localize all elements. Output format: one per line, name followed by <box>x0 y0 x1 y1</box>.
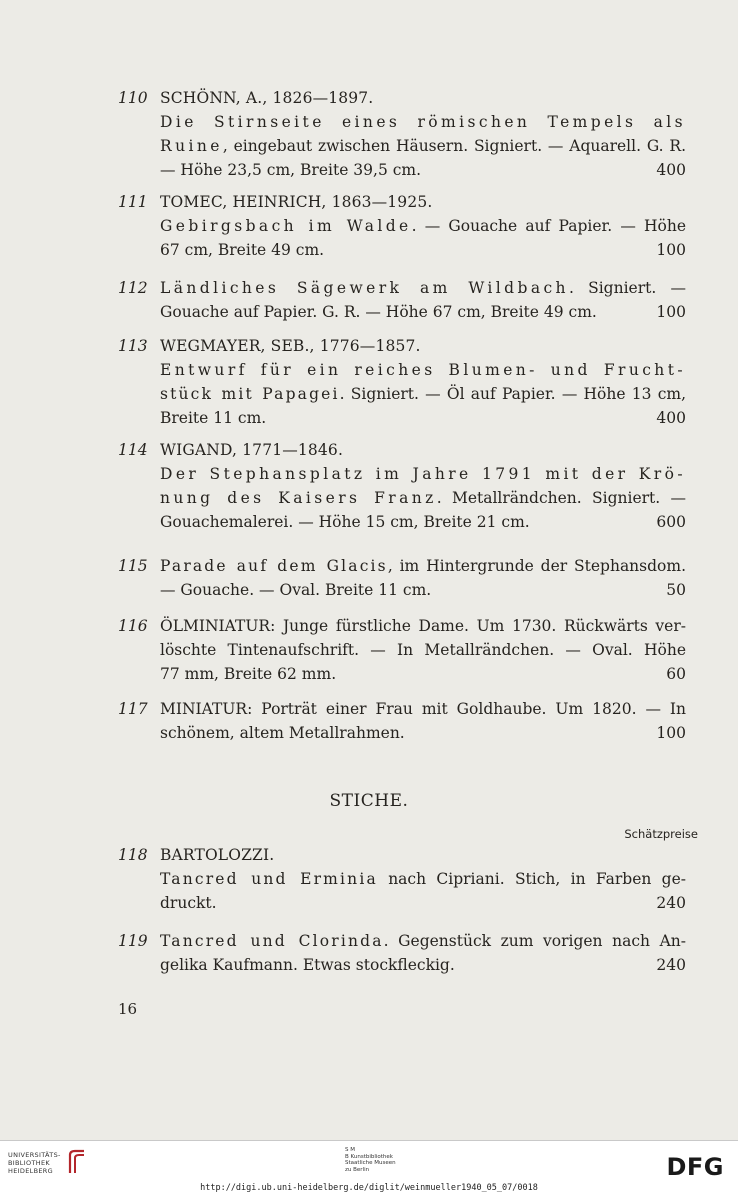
catalog-entry-116 <box>118 614 686 686</box>
price: 400 <box>656 161 686 179</box>
catalog-entry-113 <box>118 334 686 430</box>
entry-line: Parade auf dem Glacis, im Hintergrunde der Stephansdom. <box>160 557 686 575</box>
entry-line: gelika Kaufmann. Etwas stockfleckig. 240 <box>160 953 686 977</box>
entry-line: Ländliches Sägewerk am Wildbach. Signiert. — <box>160 279 687 297</box>
catalog-entry-118 <box>118 843 686 915</box>
entry-line: ÖLMINIATUR: Junge fürstliche Dame. Um 1730. Rückwärts ver- <box>160 617 686 635</box>
entry-line: MINIATUR: Porträt einer Frau mit Goldhaube. Um 1820. — In <box>160 700 686 718</box>
price: 400 <box>656 409 686 427</box>
section-title: STICHE. <box>329 791 409 811</box>
entry-line: nung des Kaisers Franz. Metallrändchen. Signiert. — <box>160 489 686 507</box>
catalog-entry-119 <box>118 929 686 977</box>
price: 100 <box>656 724 686 742</box>
entry-number: 118 <box>118 846 148 864</box>
entry-number: 110 <box>118 89 148 107</box>
catalog-entry-110 <box>118 86 686 182</box>
entry-line: stück mit Papagei. Signiert. — Öl auf Papier. — Höhe 13 cm, <box>160 385 686 403</box>
entry-number: 113 <box>118 337 148 355</box>
price: 240 <box>656 894 686 912</box>
heidelberg-logo-icon <box>66 1149 88 1175</box>
entry-number: 111 <box>118 193 148 211</box>
catalog-entry-114 <box>118 438 686 534</box>
entry-line: Gouachemalerei. — Höhe 15 cm, Breite 21 cm. 600 <box>160 510 686 534</box>
price: 60 <box>666 665 686 683</box>
entry-line: 77 mm, Breite 62 mm. 60 <box>160 662 686 686</box>
catalog-entry-111 <box>118 190 686 262</box>
artist-heading: SCHÖNN, A., 1826—1897. <box>160 89 374 107</box>
entry-number: 115 <box>118 557 148 575</box>
entry-line: Der Stephansplatz im Jahre 1791 mit der Krö- <box>160 465 686 483</box>
smb-logo[interactable]: S M B Kunstbibliothek Staatliche Museen zu Berlin <box>345 1147 396 1173</box>
entry-line: Gouache auf Papier. G. R. — Höhe 67 cm, Breite 49 cm. 100 <box>160 300 686 324</box>
entry-line: druckt. 240 <box>160 891 686 915</box>
artist-heading: WIGAND, 1771—1846. <box>160 441 344 459</box>
price: 600 <box>656 513 686 531</box>
price: 240 <box>656 956 686 974</box>
artist-heading: BARTOLOZZI. <box>160 846 275 864</box>
entry-line: löschte Tintenaufschrift. — In Metallrändchen. — Oval. Höhe <box>160 641 686 659</box>
dfg-logo[interactable]: DFG <box>666 1153 724 1181</box>
entry-number: 114 <box>118 441 148 459</box>
artist-heading: TOMEC, HEINRICH, 1863—1925. <box>160 193 433 211</box>
entry-line: Tancred und Erminia nach Cipriani. Stich, in Farben ge- <box>160 870 687 888</box>
estimate-label: Schätzpreise <box>624 827 698 841</box>
entry-line: — Höhe 23,5 cm, Breite 39,5 cm. 400 <box>160 158 686 182</box>
price: 50 <box>666 581 686 599</box>
entry-line: Gebirgsbach im Walde. — Gouache auf Papier. — Höhe <box>160 217 687 235</box>
entry-number: 116 <box>118 617 148 635</box>
entry-line: Ruine, eingebaut zwischen Häusern. Signiert. — Aquarell. G. R. <box>160 137 686 155</box>
entry-number: 112 <box>118 279 148 297</box>
price: 100 <box>656 303 686 321</box>
catalog-entry-117 <box>118 697 686 745</box>
entry-line: schönem, altem Metallrahmen. 100 <box>160 721 686 745</box>
permalink-url[interactable]: http://digi.ub.uni-heidelberg.de/diglit/weinmueller1940_05_07/0018 <box>200 1183 538 1193</box>
entry-line: Breite 11 cm. 400 <box>160 406 686 430</box>
entry-number: 117 <box>118 700 148 718</box>
entry-line: Tancred und Clorinda. Gegenstück zum vorigen nach An- <box>160 932 686 950</box>
entry-number: 119 <box>118 932 148 950</box>
catalog-entry-112 <box>118 276 686 324</box>
entry-line: — Gouache. — Oval. Breite 11 cm. 50 <box>160 578 686 602</box>
catalog-entry-115 <box>118 554 686 602</box>
entry-line: Die Stirnseite eines römischen Tempels als <box>160 113 686 131</box>
price: 100 <box>656 241 686 259</box>
entry-line: 67 cm, Breite 49 cm. 100 <box>160 238 686 262</box>
university-library-logo[interactable]: UNIVERSITÄTS- BIBLIOTHEK HEIDELBERG <box>8 1151 61 1175</box>
artist-heading: WEGMAYER, SEB., 1776—1857. <box>160 337 421 355</box>
page-number: 16 <box>118 1000 138 1018</box>
entry-line: Entwurf für ein reiches Blumen- und Frucht- <box>160 361 686 379</box>
